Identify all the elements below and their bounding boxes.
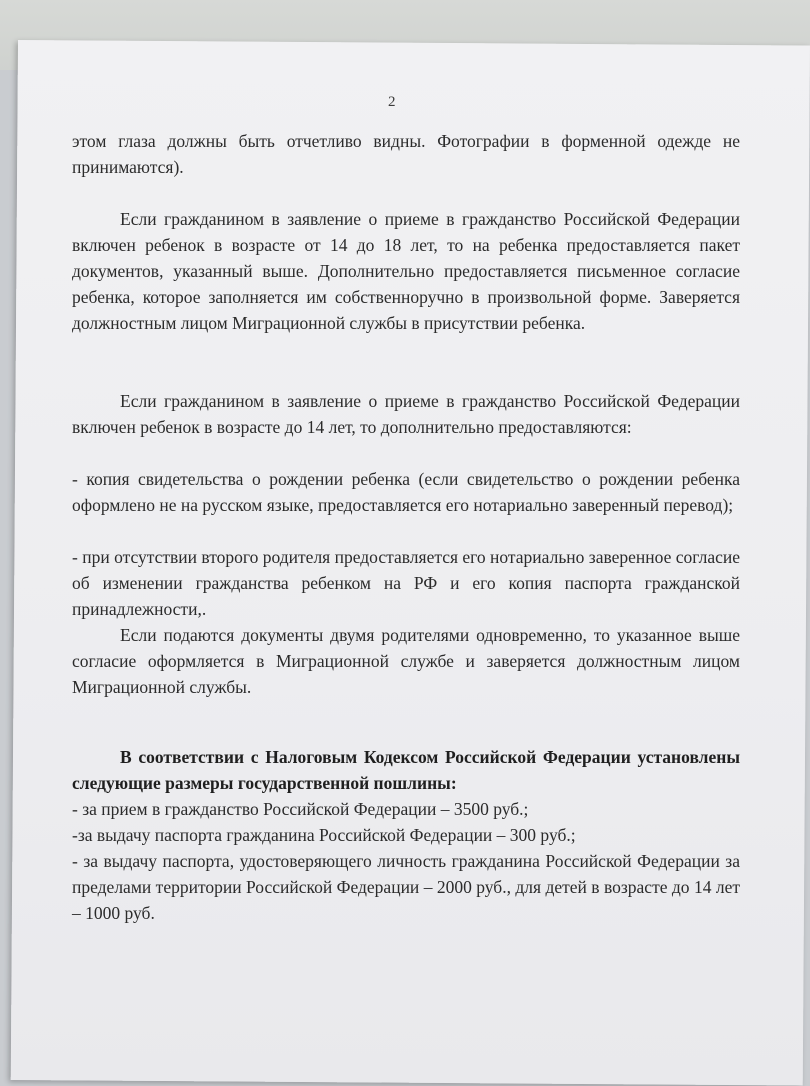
fee-citizenship: - за прием в гражданство Российской Федерации – 3500 руб.; [72,799,529,819]
paragraph-child-under-14: Если гражданином в заявление о приеме в гражданство Российской Федерации включен ребенок в возрасте до 14 лет, то дополнительно предоставляются: [72,391,740,437]
fee-passport: -за выдачу паспорта гражданина Российской Федерации – 300 руб.; [72,825,576,845]
paragraph-photo-requirements: этом глаза должны быть отчетливо видны. Фотографии в форменной одежде не принимаются). [72,131,740,177]
fees-heading: В соответствии с Налоговым Кодексом Российской Федерации установлены следующие размеры государственной пошлины: [72,747,740,793]
list-item-second-parent-consent: - при отсутствии второго родителя предоставляется его нотариально заверенное согласие об изменении гражданства ребенком на РФ и его копия паспорта гражданской принадлежности,. [72,547,740,619]
paragraph-both-parents: Если подаются документы двумя родителями одновременно, то указанное выше согласие оформляется в Миграционной службе и заверяется должностным лицом Миграционной службы. [72,625,740,697]
list-item-birth-certificate: - копия свидетельства о рождении ребенка (если свидетельство о рождении ребенка оформлено не на русском языке, предоставляется его нотариально заверенный перевод); [72,469,740,515]
fee-foreign-passport: - за выдачу паспорта, удостоверяющего личность гражданина Российской Федерации за пределами территории Российской Федерации – 2000 руб., для детей в возрасте до 14 лет – 1000 руб. [72,851,740,923]
page-number: 2 [388,94,396,110]
paragraph-child-14-18: Если гражданином в заявление о приеме в гражданство Российской Федерации включен ребенок в возрасте от 14 до 18 лет, то на ребенка предоставляется пакет документов, указанный выше. Дополнительно предоставляется письменное согласие ребенка, которое заполняется им собственноручно в произвольной форме. Заверяется должностным лицом Миграционной службы в присутствии ребенка. [72,209,740,333]
